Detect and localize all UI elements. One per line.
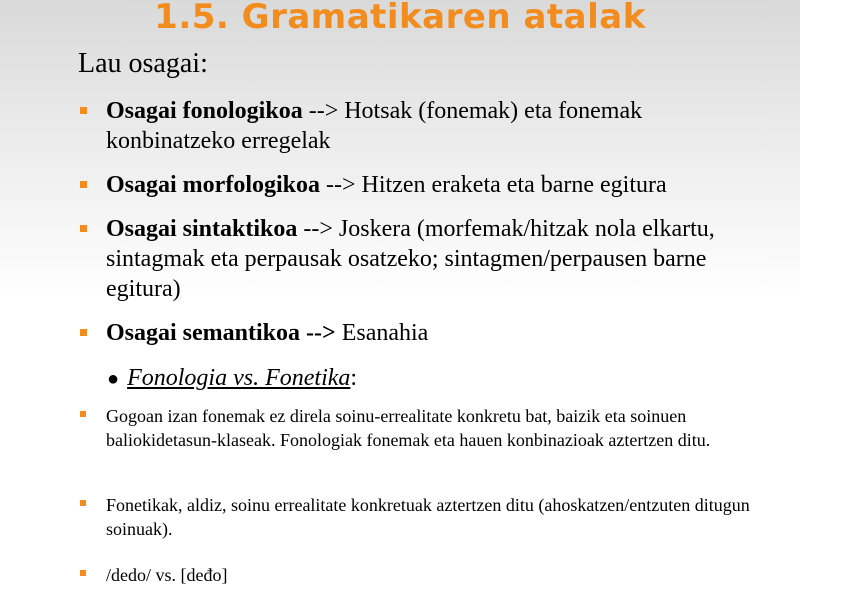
sub-heading [107,363,357,394]
round-bullet-icon: ● [107,368,120,390]
note-item [78,563,768,587]
note-text: /dedo/ vs. [deđo] [106,565,228,585]
fonologia-fonetika-link[interactable]: Fonologia vs. Fonetika [127,365,351,391]
square-bullet-icon [80,570,86,576]
item-term: Osagai semantikoa --> [106,320,336,346]
square-bullet-icon [80,225,87,232]
square-bullet-icon [80,329,87,336]
square-bullet-icon [80,107,87,114]
item-description: --> Joskera (morfemak/hitzak nola elkartu, sintagmak eta perpausak osatzeko; sintagmen/perpausen barne egitura) [106,216,715,302]
note-text: Fonetikak, aldiz, soinu errealitate konkretuak aztertzen ditu (ahoskatzen/entzuten ditugun soinuak). [106,495,750,539]
list-item [78,96,758,156]
square-bullet-icon [80,411,86,417]
item-description: --> Hotsak (fonemak) eta fonemak konbinatzeko erregelak [106,98,643,154]
list-item [78,170,758,200]
item-description: --> Hitzen eraketa eta barne egitura [320,172,667,198]
item-term: Osagai fonologikoa [106,98,303,124]
item-term: Osagai sintaktikoa [106,216,298,242]
list-item [78,214,758,304]
note-item [78,404,768,452]
square-bullet-icon [80,181,87,188]
intro-text: Lau osagai: [78,48,208,79]
square-bullet-icon [80,500,86,506]
item-term: Osagai morfologikoa [106,172,320,198]
sub-heading-colon: : [350,365,358,391]
note-text: Gogoan izan fonemak ez direla soinu-errealitate konkretu bat, baizik eta soinuen baliokidetasun-klaseak. Fonologiak fonemak eta hauen konbinazioak aztertzen ditu. [106,406,711,450]
list-item [78,318,758,348]
item-description: Esanahia [335,320,429,346]
slide-title: 1.5. Gramatikaren atalak [154,0,646,37]
note-item [78,493,768,541]
